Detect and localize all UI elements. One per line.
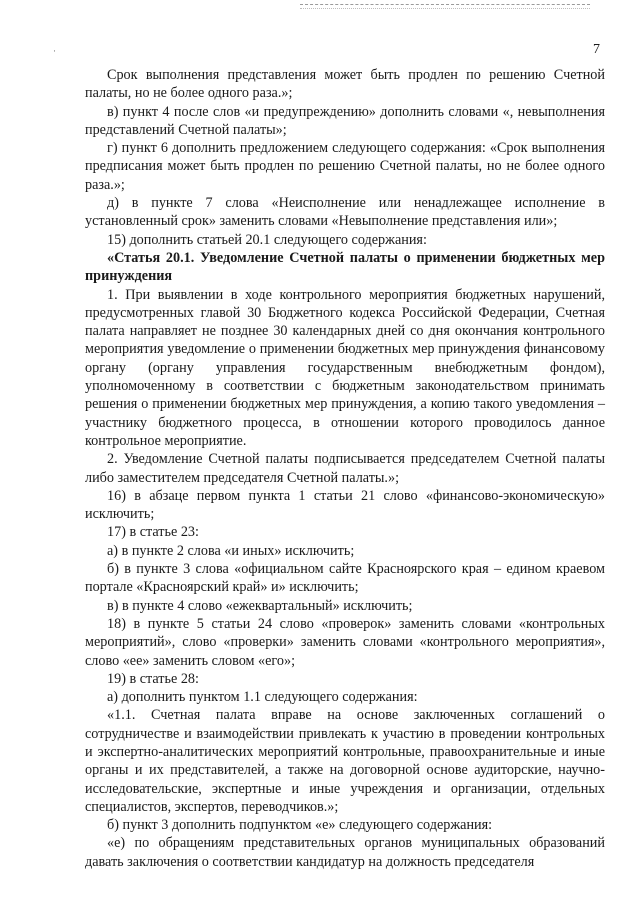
document-body (85, 66, 605, 871)
corner-mark: · (53, 46, 56, 56)
scan-artifact-line (300, 4, 590, 9)
paragraph: в) в пункте 4 слово «ежеквартальный» исключить; (107, 597, 413, 614)
paragraph: а) в пункте 2 слова «и иных» исключить; (107, 542, 355, 559)
paragraph: б) пункт 3 дополнить подпунктом «е» следующего содержания: (107, 817, 493, 834)
paragraph: 18) в пункте 5 статьи 24 слово «проверок» заменить словами «контрольных мероприятий», слово «проверки» заменить словами «контрольного мероприятия», слово «ее» заменить словом «его»; (85, 615, 605, 669)
paragraph: д) в пункте 7 слова «Неисполнение или ненадлежащее исполнение в установленный срок» заменить словами «Невыполнение представления или»; (85, 195, 605, 230)
paragraph: 19) в статье 28: (107, 670, 199, 687)
paragraph: 1. При выявлении в ходе контрольного мероприятия бюджетных нарушений, предусмотренных главой 30 Бюджетного кодекса Российской Федерации, Счетная палата направляет не позднее 30 календарных дней со дня окончания контрольного мероприятия уведомление о применении бюджетных мер принуждения финансовому органу (органу управления государственным внебюджетным фондом), уполномоченному в соответствии с бюджетным законодательством принимать решения о применении бюджетных мер принуждения, а копию такого уведомления – участнику бюджетного процесса, в отношении которого проводилось данное контрольное мероприятие. (85, 286, 605, 449)
paragraph: 17) в статье 23: (107, 524, 199, 541)
paragraph: Срок выполнения представления может быть продлен по решению Счетной палаты, но не более одного раза.»; (85, 67, 605, 102)
paragraph: «1.1. Счетная палата вправе на основе заключенных соглашений о сотрудничестве и взаимодействии привлекать к участию в проведении контрольных и экспертно-аналитических мероприятий контрольные, правоохранительные и иные органы и их представителей, а также на договорной основе аудиторские, научно-исследовательские, экспертные и иные учреждения и организации, отдельных специалистов, экспертов, переводчиков.»; (85, 707, 605, 815)
paragraph: «е) по обращениям представительных органов муниципальных образований давать заключения о соответствии кандидатур на должность председателя (85, 835, 605, 870)
page-number: 7 (593, 42, 600, 57)
article-heading: «Статья 20.1. Уведомление Счетной палаты о применении бюджетных мер принуждения (85, 249, 605, 285)
paragraph: 15) дополнить статьей 20.1 следующего содержания: (107, 231, 427, 248)
paragraph: в) пункт 4 после слов «и предупреждению» дополнить словами «, невыполнения представлений Счетной палаты»; (85, 103, 605, 138)
paragraph: 16) в абзаце первом пункта 1 статьи 21 слово «финансово-экономическую» исключить; (85, 487, 605, 523)
paragraph: г) пункт 6 дополнить предложением следующего содержания: «Срок выполнения предписания может быть продлен по решению Счетной палаты, но не более одного раза.»; (85, 140, 605, 193)
paragraph: 2. Уведомление Счетной палаты подписывается председателем Счетной палаты либо заместителем председателя Счетной палаты.»; (85, 451, 605, 486)
paragraph: а) дополнить пунктом 1.1 следующего содержания: (107, 689, 418, 706)
paragraph: б) в пункте 3 слова «официальном сайте Красноярского края – едином краевом портале «Красноярский край» и» исключить; (85, 561, 605, 596)
